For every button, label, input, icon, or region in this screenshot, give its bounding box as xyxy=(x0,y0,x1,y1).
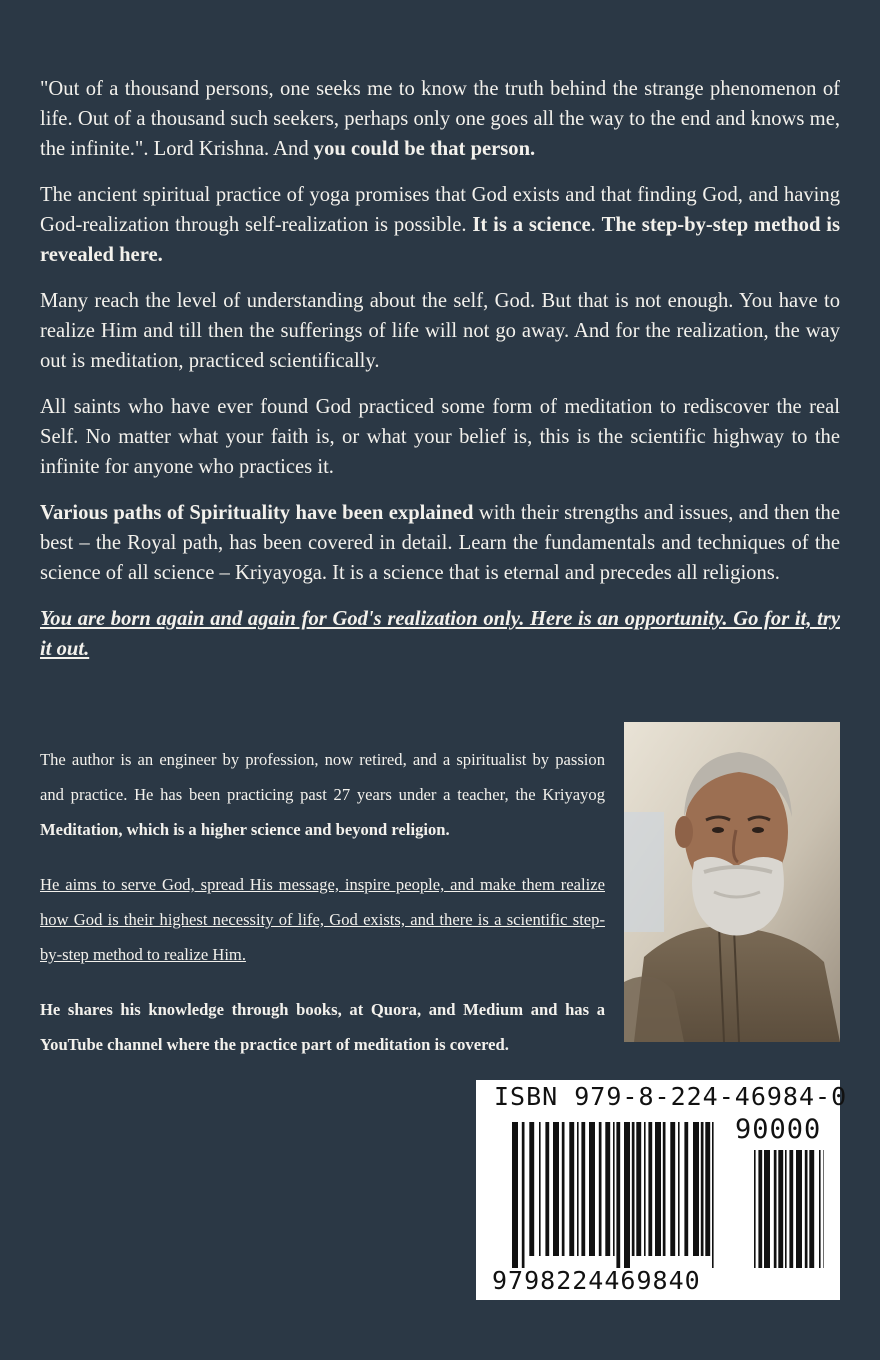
barcode-bar xyxy=(778,1150,783,1268)
barcode-bar xyxy=(823,1150,824,1268)
barcode-bar xyxy=(616,1122,620,1268)
blurb-paths-emphasis: Various paths of Spirituality have been explained xyxy=(40,502,474,524)
barcode-bar xyxy=(529,1122,534,1256)
author-bio xyxy=(40,742,605,1082)
barcode-bar xyxy=(819,1150,821,1268)
barcode-bar xyxy=(705,1122,710,1256)
barcode-bar xyxy=(632,1122,635,1256)
barcode-bar xyxy=(785,1150,787,1268)
barcode-bar xyxy=(670,1122,675,1256)
blurb-callout: You are born again and again for God's realization only. Here is an opportunity. Go for it, try it out. xyxy=(40,608,840,660)
barcode-bar xyxy=(512,1122,518,1268)
author-portrait-illustration xyxy=(624,722,840,1042)
barcode-bar xyxy=(644,1122,646,1256)
barcode-bar xyxy=(539,1122,541,1256)
barcode-bar xyxy=(693,1122,699,1256)
barcode-bar xyxy=(648,1122,652,1256)
barcode-bar xyxy=(553,1122,559,1256)
author-bio-text: The author is an engineer by profession, now retired, and a spiritualist by passion and practice. He has been practicing past 27 years under a teacher, the Kriyayog xyxy=(40,750,605,804)
barcode-bar xyxy=(624,1122,630,1268)
barcode-bar xyxy=(758,1150,762,1268)
barcode-bar xyxy=(712,1122,714,1268)
barcode-bar xyxy=(613,1122,615,1256)
barcode-bar xyxy=(805,1150,808,1268)
barcode-bar xyxy=(789,1150,793,1268)
barcode-bar xyxy=(764,1150,770,1268)
blurb-paths-text: with their strengths and issues, and then the best – the Royal path, has been covered in detail. Learn the fundamentals and techniques of the science of all science – Kriyayoga. It is a science that is eternal and precedes all religions. xyxy=(40,502,840,584)
isbn-label: ISBN 979-8-224-46984-0 xyxy=(494,1082,848,1111)
blurb-science-emphasis: It is a science xyxy=(472,214,591,236)
blurb-quote-emphasis: you could be that person. xyxy=(313,138,536,160)
barcode-bar xyxy=(796,1150,802,1268)
author-photo xyxy=(624,722,840,1042)
barcode-bar xyxy=(809,1150,814,1268)
ean-digits-label: 9798224469840 xyxy=(492,1266,701,1295)
barcode-bar xyxy=(754,1150,756,1268)
barcode-bar xyxy=(678,1122,680,1256)
isbn-barcode xyxy=(476,1080,848,1300)
barcode-bar xyxy=(569,1122,574,1256)
barcode-bar xyxy=(655,1122,661,1256)
barcode-bar xyxy=(589,1122,595,1256)
barcode-bar xyxy=(522,1122,525,1268)
barcode-bar xyxy=(545,1122,549,1256)
author-bio-emphasis: Meditation, which is a higher science and beyond religion. xyxy=(40,820,450,839)
barcode-bar xyxy=(701,1122,704,1256)
barcode-bar xyxy=(684,1122,688,1256)
blurb-yoga-text: The ancient spiritual practice of yoga promises that God exists and that finding God, and having God-realization through self-realization is possible. xyxy=(40,184,840,236)
blurb-saints-paragraph: All saints who have ever found God practiced some form of meditation to rediscover the real Self. No matter what your faith is, or what your belief is, this is the scientific highway to the infinite for anyone who practices it. xyxy=(40,396,840,478)
barcode-bar xyxy=(636,1122,641,1256)
blurb-method-emphasis: The step-by-step method is revealed here. xyxy=(40,214,840,266)
author-shares-paragraph: He shares his knowledge through books, at Quora, and Medium and has a YouTube channel where the practice part of meditation is covered. xyxy=(40,1000,605,1054)
back-cover-blurb xyxy=(40,74,840,680)
barcode-bar xyxy=(663,1122,666,1256)
barcode-bar xyxy=(774,1150,777,1268)
barcode-bar xyxy=(599,1122,602,1256)
blurb-quote-paragraph xyxy=(40,74,840,164)
barcode-bar xyxy=(581,1122,585,1256)
barcode-bar xyxy=(562,1122,565,1256)
author-bio-paragraph xyxy=(40,742,605,847)
blurb-paths-paragraph xyxy=(40,498,840,588)
barcode-bar xyxy=(605,1122,610,1256)
blurb-realization-paragraph: Many reach the level of understanding about the self, God. But that is not enough. You have to realize Him and till then the sufferings of life will not go away. And for the realization, the way out is meditation, practiced scientifically. xyxy=(40,290,840,372)
price-code-label: 90000 xyxy=(735,1114,822,1145)
blurb-quote-text: "Out of a thousand persons, one seeks me to know the truth behind the strange phenomenon of life. Out of a thousand such seekers, perhaps only one goes all the way to the end and knows me, the infinite.". Lord Krishna. And xyxy=(40,78,840,160)
author-aim-paragraph: He aims to serve God, spread His message, inspire people, and make them realize how God is their highest necessity of life, God exists, and there is a scientific step-by-step method to realize Him. xyxy=(40,875,605,964)
blurb-yoga-paragraph xyxy=(40,180,840,270)
barcode-bar xyxy=(577,1122,579,1256)
blurb-separator: . xyxy=(590,214,602,236)
